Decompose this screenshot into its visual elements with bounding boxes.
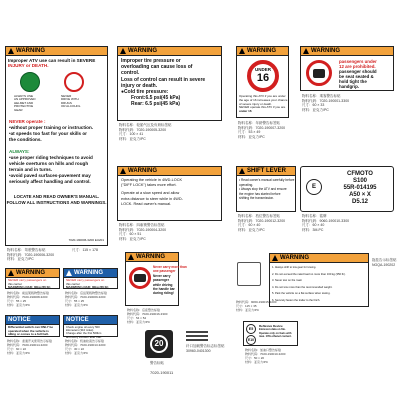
diff-notice-caption: 物料名称：差速开关使用告示标贴 物料代码：7020-190014-3200 尺寸：60 × 22 材料：亚克力/PC: [7, 339, 53, 355]
notice-header: NOTICE: [64, 316, 117, 325]
improper-use-label: [5, 46, 108, 246]
rear-seat-label: [125, 252, 187, 306]
warning-triangle-icon: [120, 168, 126, 174]
always-section: ALWAYS: •use proper riding techniques to avoid vehicle overturns on hills and rough terrain and in turns. •avoid paved surfaces-pavement may seriously affect handling and control.: [9, 149, 93, 184]
warning-triangle-icon: [128, 254, 134, 260]
diff-lock-caption: 物料名称：四驱锁警告标签贴 物料代码：7020-190004-3200 尺寸：60 × 51 材料：亚克力/PC: [119, 223, 167, 241]
improper-caption: 物料名称：驾驶警告标贴 物料代码：7020-190006-3200 材料：亚克力/PC: [7, 248, 55, 262]
warning-header: WARNING: [118, 47, 221, 56]
improper-code: 7020-190006-3200 EU201: [68, 238, 104, 243]
manual-footer: LOCATE AND READ OWNER'S MANUAL. FOLLOW ALL INSTRUCTIONS AND WARNINGS.: [6, 194, 107, 205]
rear-rack-caption: 物料名称：后货架载物警告标贴 物料代码：7020-190009-3200 尺寸：55 × 25 材料：亚克力/PC: [65, 291, 108, 307]
diff-lock-label: WARNING Operating the vehicle in 4WD-LOCK ("DIFF LOCK") takes more effort. Operate at a slow speed and allow extra distance to steer while in 4WD- LOCK. Read owner's manual.: [117, 166, 222, 221]
no-drugs-icon: [64, 72, 84, 92]
warning-header: WARNING: [64, 269, 117, 278]
speed-limit-label: [145, 330, 173, 358]
warning-header: WARNING: [118, 167, 221, 176]
warning-triangle-icon: [66, 270, 72, 276]
atv-rider-icon: [134, 274, 146, 282]
improper-line-1: Improper ATV use can result in SEVERE: [8, 58, 96, 63]
under-16-sign: UNDER 16: [247, 60, 279, 92]
warning-header: SHIFT LEVER: [237, 167, 295, 176]
cfmoto-caption: 物料名称：铭牌 物料代码：9060-190010-3300 尺寸：60 × 40 材料：3M-PC: [302, 214, 350, 232]
hitch-sign-icon: [186, 328, 210, 344]
cfmoto-nameplate: [300, 166, 394, 212]
front-rack-label: WARNING NEVER carry passengers on this carrier MAXIMUM LOAD: 30kg (66 lb): [5, 268, 60, 289]
cfmoto-text: CFMOTO S100 55R-014195 A50 × X D5.12: [343, 171, 377, 205]
passenger-text: passengers under 12 are prohibited. passenger should be seat seated & hold tight the handgrip.: [339, 59, 377, 89]
improper-line-2: INJURY or DEATH.: [8, 63, 49, 69]
emission-text: Reflexive Device Emission data on file. Operate only on fuels with max. 10% ethanol content.: [259, 324, 292, 339]
warning-triangle-icon: [120, 48, 126, 54]
warning-header: WARNING: [6, 269, 59, 278]
rear-rack-label: WARNING NEVER carry passengers on this carrier MAXIMUM LOAD: 30kg (66 lb): [63, 268, 118, 289]
engine-notice-caption: 物料名称：机油检查告示标贴 物料代码：7020-190013-3200 尺寸：30 × 22 材料：亚克力/PC: [65, 339, 106, 355]
warning-header: WARNING: [301, 47, 393, 56]
tow-warning-label: WARNING 1. Always shift to low gear for towing. 2. Do not exceed the rated load no more than 160 kg (350 lb). 3. Never tow on the road. 4. Do not tow more than the recommended weight. 5. Park the vehicle on a flat surface when towing. 6. Securely fasten the trailer to the hitch.: [269, 253, 369, 307]
passenger-caption: 物料名称：乘客警告标贴 物料代码：7020-190001-3300 尺寸：60 × 33 材料：亚克力/PC: [302, 94, 350, 112]
never-section: NEVER operate : •without proper training or instruction. •at speeds too fast for your skills or the conditions.: [9, 119, 94, 142]
warning-triangle-icon: [303, 48, 309, 54]
shift-caption: 物料名称：档位警告标签贴 物料代码：7020-190012-3200 尺寸：60 × 40 材料：亚克力/PC: [238, 214, 286, 232]
shift-lever-label: SHIFT LEVER • Read owner's manual carefully before operating. • Always stop the ATV and ensure the engine has started before shifting the transmission.: [236, 166, 296, 212]
age-text: Operating this ATV if you are under the age of 16 increases your chance of severe injury or death. NEVER operate this ATV if you are under 16: [239, 94, 288, 114]
trailer-hitch-icon: [237, 262, 261, 286]
tow-caption: 物料代码：9060-190015-3200 尺寸：115 × 35 材料：亚克力/PC: [236, 300, 277, 312]
warning-triangle-icon: [239, 168, 245, 174]
emission-label: [243, 321, 298, 346]
helmet-icon: [20, 72, 40, 92]
warning-triangle-icon: [272, 255, 278, 261]
warning-header: WARNING: [270, 254, 368, 263]
warning-header: WARNING: [237, 47, 288, 56]
e-mark-icon: E: [306, 179, 322, 195]
rear-seat-text: Never carry more than one passenger Never carry passenger while driving the handle bar during riding!: [153, 265, 187, 296]
warning-triangle-icon: [239, 48, 245, 54]
passenger-label: [300, 46, 394, 91]
speed-limit-icon: 20: [150, 335, 168, 353]
speed-caption: 警告标贴: [150, 361, 164, 365]
warning-triangle-icon: [8, 48, 14, 54]
front-rack-caption: 物料名称：前货架载物警告标贴 物料代码：7020-190008-3200 尺寸：55 × 25 材料：亚克力/PC: [7, 291, 50, 307]
tow-side-label: 拖挂告示标签贴 NGQA-190202: [372, 258, 397, 267]
atv-icon: [313, 69, 325, 78]
notice-header: NOTICE: [6, 316, 59, 325]
age-warning-label: [236, 46, 289, 118]
warning-header: WARNING: [126, 253, 178, 262]
rear-seat-caption: 物料名称：后座警告标贴 物料代码：7020-190016-3300 尺寸：54 × 54 材料：亚克力/PC: [127, 308, 168, 324]
diff-switch-notice: NOTICE Differential switch can ONLY be operated when the vehicle is idling or comes to a full halt.: [5, 315, 60, 337]
hitch-caption: 纤口加载警告标志标签贴 30960-0401300: [186, 344, 225, 353]
engine-oil-notice: NOTICE Check engine oil every 500 kilometers (310 miles) Change after the first 500km and every 2000km after that.: [63, 315, 118, 337]
warning-triangle-icon: [8, 270, 14, 276]
emission-caption: 物料名称：加油口警告标贴 物料代码：7020-190010-3200 尺寸：50 × 20 材料：亚克力/PC: [245, 348, 286, 364]
always-wear-text: ALWAYS USE AN APPROVED HELMET AND PROTECTIVE GEAR: [14, 94, 36, 112]
tire-pressure-label: WARNING Improper tire pressure or overloading can cause loss of control. Loss of control can result in severe injury or death. ●Cold tire pressure: Front:6.5 psi(45 kPa) Rear: 6.5 psi(45 kPa): [117, 46, 222, 121]
tire-caption: 物料名称：轮胎气压及负荷标签贴 物料代码：7020-190005-3200 尺寸：100 × 41 材料：亚克力/PC: [119, 123, 172, 141]
speed-code: 7020-190011: [150, 370, 174, 375]
e5-mark: E5: [246, 324, 256, 334]
warning-header: WARNING: [6, 47, 107, 56]
e10-mark: E10: [246, 335, 256, 345]
age-caption: 物料名称：年龄警告标签贴 物料代码：7020-190007-3200 尺寸：53 × 49 材料：亚克力/PC: [238, 121, 286, 139]
never-drive-text: NEVER DRIVE WITH DRUGS OR ALCOHOL: [61, 94, 81, 109]
improper-size: 尺寸：115 × 178: [72, 248, 98, 252]
